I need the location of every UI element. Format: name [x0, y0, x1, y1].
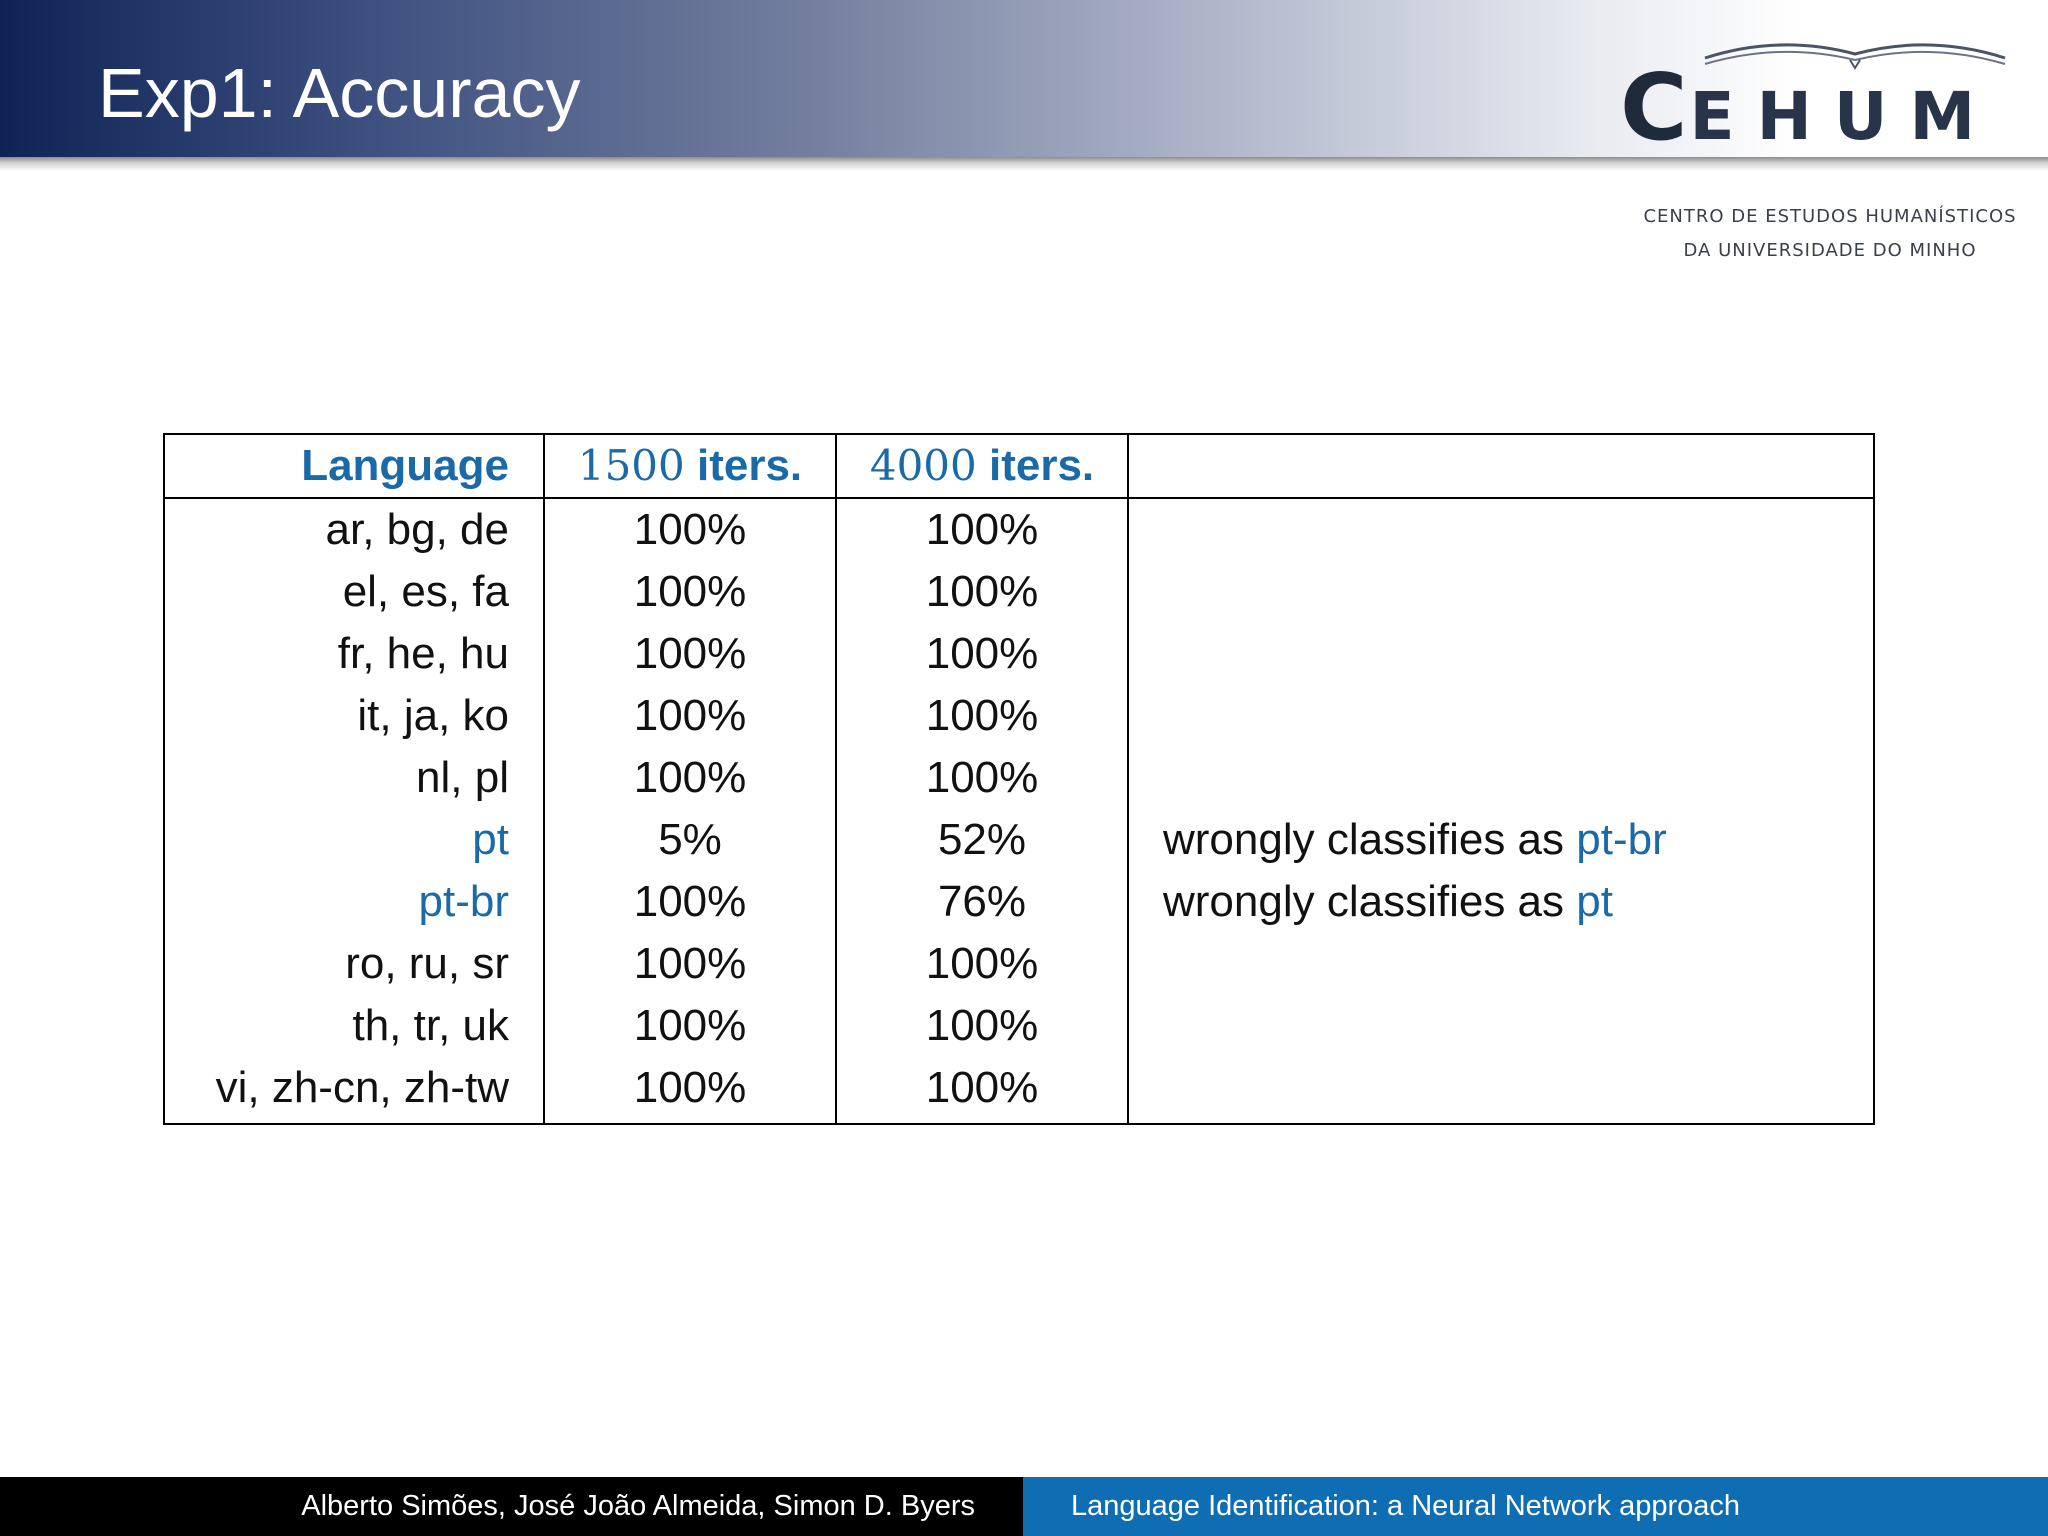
table-row-pt — [164, 809, 1874, 871]
row-1500-value: 100% — [544, 747, 836, 809]
logo-wordmark — [1620, 54, 1998, 161]
logo-first-letter: C — [1620, 54, 1690, 161]
table-row — [164, 623, 1874, 685]
note-target: pt — [1576, 877, 1613, 926]
row-note — [1128, 1057, 1874, 1124]
row-note — [1128, 685, 1874, 747]
row-1500-value: 100% — [544, 623, 836, 685]
row-note — [1128, 809, 1874, 871]
row-4000-value: 100% — [836, 933, 1128, 995]
row-1500-value: 100% — [544, 995, 836, 1057]
row-language: el, es, fa — [164, 561, 544, 623]
footer-authors: Alberto Simões, José João Almeida, Simon D. Byers — [0, 1477, 1023, 1536]
row-4000-value: 100% — [836, 1057, 1128, 1124]
row-4000-value: 52% — [836, 809, 1128, 871]
table-row — [164, 1057, 1874, 1124]
row-1500-value: 100% — [544, 933, 836, 995]
logo-subtitle-line2: DA UNIVERSIDADE DO MINHO — [1683, 240, 1977, 261]
logo-subtitle — [1600, 200, 2048, 268]
row-4000-value: 100% — [836, 747, 1128, 809]
row-note — [1128, 871, 1874, 933]
row-note — [1128, 498, 1874, 561]
header-note — [1128, 434, 1874, 498]
header-1500-iters: 1500 iters. — [544, 434, 836, 498]
row-4000-value: 100% — [836, 498, 1128, 561]
table-row — [164, 995, 1874, 1057]
note-text: wrongly classifies as — [1163, 815, 1577, 864]
row-1500-value: 5% — [544, 809, 836, 871]
row-4000-value: 100% — [836, 623, 1128, 685]
logo-rest-letters: EHUM — [1689, 78, 1998, 155]
row-1500-value: 100% — [544, 685, 836, 747]
note-target: pt-br — [1576, 815, 1667, 864]
row-language: ro, ru, sr — [164, 933, 544, 995]
row-4000-value: 100% — [836, 685, 1128, 747]
row-language: th, tr, uk — [164, 995, 544, 1057]
row-note — [1128, 747, 1874, 809]
row-1500-value: 100% — [544, 561, 836, 623]
table-row — [164, 498, 1874, 561]
table-row — [164, 685, 1874, 747]
table-header-row — [164, 434, 1874, 498]
table-row — [164, 747, 1874, 809]
header-language: Language — [164, 434, 544, 498]
header-4000-iters: 4000 iters. — [836, 434, 1128, 498]
slide-title: Exp1: Accuracy — [98, 54, 581, 132]
table-row — [164, 933, 1874, 995]
row-1500-value: 100% — [544, 871, 836, 933]
row-language: vi, zh-cn, zh-tw — [164, 1057, 544, 1124]
row-note — [1128, 561, 1874, 623]
row-language: fr, he, hu — [164, 623, 544, 685]
row-language: nl, pl — [164, 747, 544, 809]
row-1500-value: 100% — [544, 498, 836, 561]
footer-talk-title: Language Identification: a Neural Network approach — [1023, 1477, 2048, 1536]
header-shadow — [0, 157, 2048, 171]
row-1500-value: 100% — [544, 1057, 836, 1124]
logo-subtitle-line1: CENTRO DE ESTUDOS HUMANÍSTICOS — [1643, 206, 2017, 227]
row-language: ar, bg, de — [164, 498, 544, 561]
row-note — [1128, 933, 1874, 995]
row-language: pt — [164, 809, 544, 871]
row-note — [1128, 995, 1874, 1057]
row-note — [1128, 623, 1874, 685]
accuracy-table — [163, 433, 1875, 1125]
row-language: it, ja, ko — [164, 685, 544, 747]
row-language: pt-br — [164, 871, 544, 933]
row-4000-value: 100% — [836, 561, 1128, 623]
table-row-pt-br — [164, 871, 1874, 933]
row-4000-value: 100% — [836, 995, 1128, 1057]
table-row — [164, 561, 1874, 623]
note-text: wrongly classifies as — [1163, 877, 1577, 926]
row-4000-value: 76% — [836, 871, 1128, 933]
